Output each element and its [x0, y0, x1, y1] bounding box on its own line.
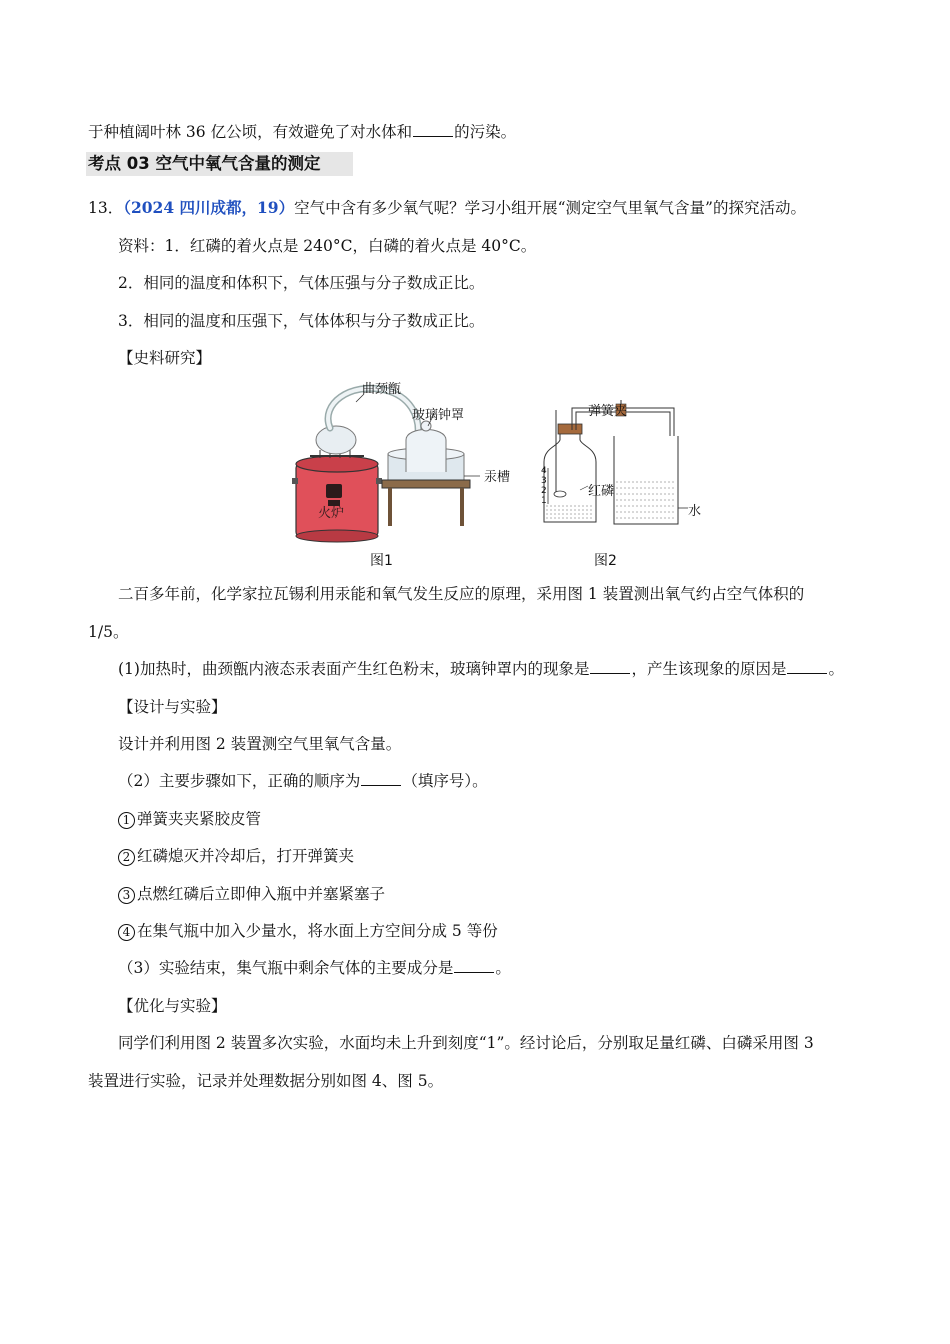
question-source: （2024 四川成都，19） — [123, 198, 295, 217]
question-13-stem: 13．（2024 四川成都，19）空气中含有多少氧气呢？学习小组开展“测定空气里氧气含量”的探究活动。 — [88, 198, 806, 217]
intro-line: 于种植阔叶林 36 亿公顷，有效避免了对水体和 的污染。 — [88, 123, 517, 141]
optimize-paragraph-1: 同学们利用图 2 装置多次实验，水面均未上升到刻度“1”。经讨论后，分别取足量红磷、白磷采用图 3 — [118, 1034, 814, 1052]
info-1: 资料：1．红磷的着火点是 240°C，白磷的着火点是 40°C。 — [118, 237, 537, 255]
answer-blank[interactable] — [413, 123, 453, 137]
history-paragraph-1: 二百多年前，化学家拉瓦锡利用汞能和氧气发生反应的原理，采用图 1 装置测出氧气约占空气体积的 — [118, 585, 805, 603]
step-1: 1 弹簧夹夹紧胶皮管 — [118, 809, 261, 829]
step-3: 3 点燃红磷后立即伸入瓶中并塞紧塞子 — [118, 884, 385, 904]
answer-blank[interactable] — [454, 959, 494, 973]
design-paragraph: 设计并利用图 2 装置测空气里氧气含量。 — [118, 735, 402, 753]
label-retort: 曲颈甑 — [362, 382, 402, 397]
optimize-paragraph-2: 装置进行实验，记录并处理数据分别如图 4、图 5。 — [88, 1072, 444, 1090]
question-3: （3）实验结束，集气瓶中剩余气体的主要成分是 。 — [118, 959, 511, 977]
label-clamp: 弹簧夹 — [588, 404, 628, 419]
label-furnace: 火炉 — [318, 506, 345, 521]
label-water: 水 — [688, 504, 702, 519]
figure-1 — [290, 376, 511, 571]
answer-blank[interactable] — [361, 772, 401, 786]
lavoisier-apparatus-diagram — [290, 376, 480, 551]
optimize-title: 【优化与实验】 — [118, 997, 227, 1015]
answer-blank[interactable] — [787, 660, 827, 674]
history-title: 【史料研究】 — [118, 349, 212, 367]
question-2: （2）主要步骤如下，正确的顺序为 （填序号）。 — [118, 772, 488, 790]
label-red-phosphorus: 红磷 — [588, 484, 615, 499]
label-trough: 汞槽 — [484, 470, 511, 485]
oxygen-measurement-apparatus-diagram — [536, 400, 716, 550]
step-4: 4 在集气瓶中加入少量水，将水面上方空间分成 5 等份 — [118, 921, 498, 941]
figure-2-caption: 图2 — [594, 553, 617, 569]
info-3: 3．相同的温度和压强下，气体体积与分子数成正比。 — [118, 312, 485, 330]
question-1: (1)加热时，曲颈甑内液态汞表面产生红色粉末，玻璃钟罩内的现象是 ，产生该现象的原因是 。 — [118, 660, 844, 678]
history-paragraph-2: 1/5。 — [88, 623, 129, 641]
scale-marks: 4 3 2 1 — [541, 466, 547, 506]
figure-1-caption: 图1 — [370, 553, 393, 569]
label-bell-jar: 玻璃钟罩 — [412, 408, 465, 423]
figure-2 — [536, 400, 716, 572]
section-heading: 考点 03 空气中氧气含量的测定 — [86, 152, 353, 176]
design-title: 【设计与实验】 — [118, 698, 227, 716]
info-2: 2．相同的温度和体积下，气体压强与分子数成正比。 — [118, 274, 485, 292]
answer-blank[interactable] — [590, 660, 630, 674]
step-2: 2 红磷熄灭并冷却后，打开弹簧夹 — [118, 846, 354, 866]
